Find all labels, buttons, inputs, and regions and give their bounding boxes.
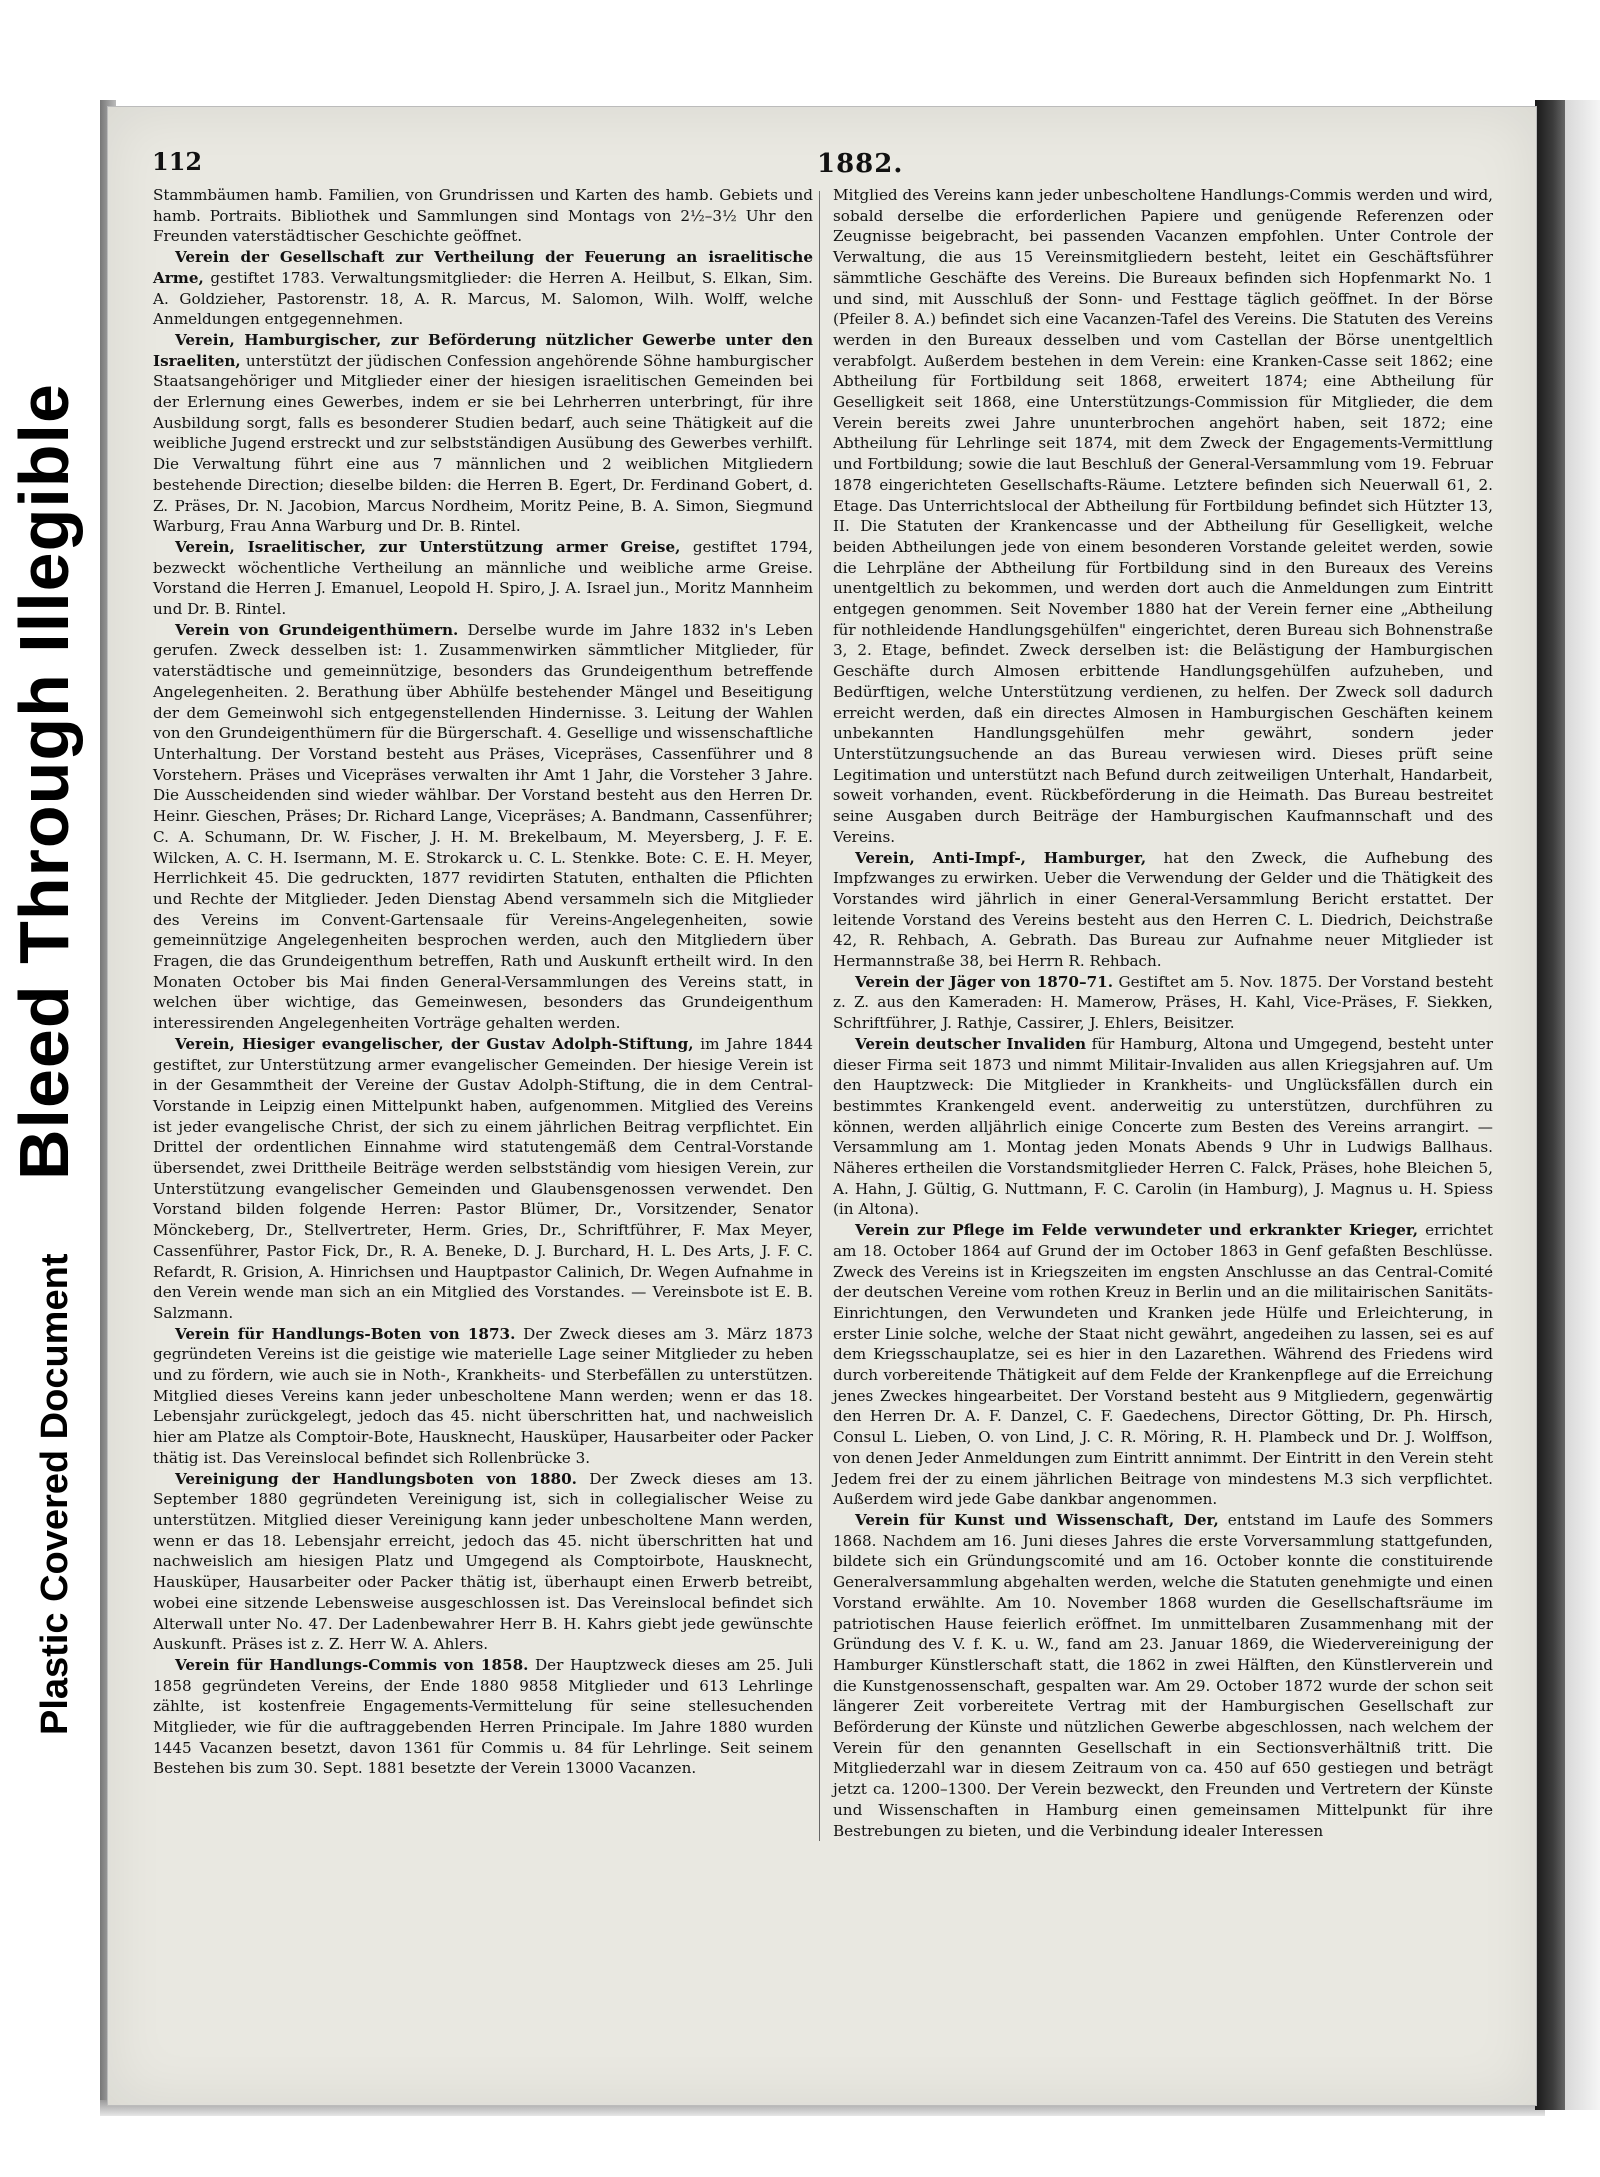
entry-heading: Verein, Hiesiger evangelischer, der Gustav Adolph-Stiftung, (175, 1034, 694, 1053)
entry-text: Der Zweck dieses am 3. März 1873 gegründeten Vereins ist die geistige wie materielle Lage seiner Mitglieder zu heben und zu fördern, wie auch sie in Noth-, Krankheits- und Sterbefällen zu unterstützen. Mitglied dieses Vereins kann jeder unbescholtene Mann werden; wenn er das 18. Lebensjahr zurückgelegt, jedoch das 45. nicht überschritten hat, und nachweislich hier am Platze als Comptoir-Bote, Hausknecht, Hausküper, Hausarbeiter oder Packer thätig ist. Das Vereinslocal befindet sich Rollenbrücke 3. (153, 1324, 813, 1467)
entry-text: errichtet am 18. October 1864 auf Grund der im October 1863 in Genf gefaßten Beschlüsse. Zweck des Vereins ist in Kriegszeiten im engsten Anschlusse an das Central-Comité der deutschen Vereine vom rothen Kreuz in Berlin und an die militairischen Sanitäts-Einrichtungen, den Verwundeten und Kranken jede Hülfe und Erleichterung, in erster Linie solche, welche der Staat nicht gewährt, angedeihen zu lassen, sei es auf dem Kriegsschauplatze, sei es hier in den Lazarethen. Während des Friedens wird durch vorbereitende Thätigkeit auf dem Felde der Krankenpflege auf die Erreichung jenes Zweckes hingearbeitet. Der Vorstand besteht aus 9 Mitgliedern, gegenwärtig den Herren Dr. A. F. Danzel, C. F. Gaedechens, Director Götting, Dr. Ph. Hirsch, Consul L. Lieben, O. von Lind, J. C. R. Möring, R. H. Plambeck und Dr. J. Wolffson, von denen Jeder Anmeldungen zum Eintritt annimmt. Der Eintritt in den Verein steht Jedem frei der zu einem jährlichen Beitrage von mindestens M.3 sich verpflichtet. Außerdem wird jede Gabe dankbar angenommen. (833, 1221, 1493, 1509)
entry-text: Mitglied des Vereins kann jeder unbescholtene Handlungs-Commis werden und wird, sobald derselbe die erforderlichen Papiere und genügende Referenzen oder Zeugnisse beigebracht, bei passenden Vacanzen empfohlen. Unter Controle der Verwaltung, die aus 15 Vereinsmitgliedern besteht, leitet ein Geschäftsführer sämmtliche Geschäfte des Vereins. Die Bureaux befinden sich Hopfenmarkt No. 1 und sind, mit Ausschluß der Sonn- und Festtage täglich geöffnet. In der Börse (Pfeiler 8. A.) befindet sich eine Vacanzen-Tafel des Vereins. Die Statuten des Vereins werden in den Bureaux desselben und vom Castellan der Börse unentgeltlich verabfolgt. Außerdem bestehen in dem Verein: eine Kranken-Casse seit 1862; eine Abtheilung für Fortbildung seit 1868, erweitert 1874; eine Abtheilung für Geselligkeit seit 1868, eine Unterstützungs-Commission für Mitglieder, die dem Verein bereits zwei Jahre ununterbrochen angehört haben, seit 1872; eine Abtheilung für Lehrlinge seit 1874, mit dem Zweck der Engagements-Vermittlung und Fortbildung; sowie die laut Beschluß der General-Versammlung vom 19. Februar 1878 eingerichteten Gesellschafts-Räume. Letztere befinden sich Neuerwall 61, 2. Etage. Das Unterrichtslocal der Abtheilung für Fortbildung befindet sich Hützter 13, II. Die Statuten der Krankencasse und der Abtheilung für Geselligkeit, welche beiden Abtheilungen jede von einem besonderen Vorstande geleitet werden, sowie die Lehrpläne der Abtheilung für Fortbildung sind in den Bureaux des Vereins unentgeltlich zu bekommen, und werden dort auch die Anmeldungen zum Eintritt entgegen genommen. Seit November 1880 hat der Verein ferner eine „Abtheilung für nothleidende Handlungsgehülfen" eingerichtet, deren Bureau sich Bohnenstraße 3, 2. Etage, befindet. Zweck derselben ist: die Belästigung der Hamburgischen Geschäfte durch Almosen erbittende Handlungsgehülfen aufzuheben, und Bedürftigen, welche Unterstützung verdienen, zu helfen. Der Zweck soll dadurch erreicht werden, daß ein directes Almosen in Hamburgischen Geschäften keinem unbekannten Handlungsgehülfen mehr gewährt, sondern jeder Unterstützungsuchende an das Bureau verwiesen wird. Dieses prüft seine Legitimation und unterstützt nach Befund durch zeitweiligen Unterhalt, Handarbeit, soweit vorhanden, event. Rückbeförderung in die Heimath. Das Bureau bestreitet seine Ausgaben durch Beiträge der Hamburgischen Kaufmannschaft und des Vereins. (833, 186, 1493, 846)
entry-paragraph (153, 247, 813, 330)
page-number: 112 (152, 147, 203, 176)
entry-paragraph (153, 537, 813, 620)
entry-paragraph (833, 1034, 1493, 1220)
entry-heading: Verein für Handlungs-Boten von 1873. (175, 1324, 516, 1343)
scanned-page (107, 106, 1537, 2106)
entry-text: entstand im Laufe des Sommers 1868. Nachdem am 16. Juni dieses Jahres die erste Vorversammlung stattgefunden, bildete sich ein Gründungscomité und am 16. October konnte die constituirende Generalversammlung abgehalten werden, welche die Statuten genehmigte und einen Vorstand erwählte. Am 10. November 1868 wurden die Gesellschaftsräume im patriotischen Hause feierlich eröffnet. Im unmittelbaren Zusammenhang mit der Gründung des V. f. K. u. W., fand am 23. Januar 1869, die Wiedervereinigung der Hamburger Künstlerschaft statt, die 1862 in zwei Hälften, den Künstlerverein und die Kunstgenossenschaft, gespalten war. Am 29. October 1872 wurde der schon seit längerer Zeit vorbereitete Vertrag mit der Hamburgischen Gesellschaft zur Beförderung der Künste und nützlichen Gewerbe abgeschlossen, nach welchem der Verein für den genannten Gesellschaft in ein Sectionsverhältniß tritt. Die Mitgliederzahl war in diesem Zeitraum von ca. 450 auf 650 gestiegen und beträgt jetzt ca. 1200–1300. Der Verein bezweckt, den Freunden und Vertretern der Künste und Wissenschaften in Hamburg einen gemeinsamen Mittelpunkt für ihre Bestrebungen zu bieten, und die Verbindung idealer Interessen (833, 1511, 1493, 1840)
entry-paragraph (153, 1034, 813, 1324)
entry-paragraph (833, 1220, 1493, 1510)
entry-text: unterstützt der jüdischen Confession angehörende Söhne hamburgischer Staatsangehöriger und Mitglieder einer der hiesigen israelitischen Gemeinden bei der Erlernung eines Gewerbes, indem er sie bei Lehrherren unterbringt, für ihre Ausbildung sorgt, falls es besonderer Studien bedarf, auch seine Thätigkeit auf die weibliche Jugend erstreckt und zur selbstständigen Ausübung des Gewerbes verhilft. Die Verwaltung führt eine aus 7 männlichen und 2 weiblichen Mitgliedern bestehende Direction; dieselbe bilden: die Herren B. Egert, Dr. Ferdinand Gobert, d. Z. Präses, Dr. N. Jacobion, Marcus Nordheim, Moritz Peine, B. A. Simon, Siegmund Warburg, Frau Anna Warburg und Dr. B. Rintel. (153, 351, 813, 536)
entry-heading: Verein der Jäger von 1870–71. (855, 972, 1113, 991)
entry-text: hat den Zweck, die Aufhebung des Impfzwanges zu erwirken. Ueber die Verwendung der Gelder und die Thätigkeit des Vorstandes wird jährlich in einer General-Versammlung Bericht erstattet. Der leitende Vorstand des Vereins besteht aus den Herren C. L. Diedrich, Deichstraße 42, R. Rehbach, A. Gebrath. Das Bureau zur Aufnahme neuer Mitglieder ist Hermannstraße 38, bei Herrn R. Rehbach. (833, 848, 1493, 971)
entry-text: Der Hauptzweck dieses am 25. Juli 1858 gegründeten Vereins, der Ende 1880 9858 Mitglieder und 613 Lehrlinge zählte, ist kostenfreie Engagements-Vermittelung für seine stellesuchenden Mitglieder, wie für die auftraggebenden Herren Principale. Im Jahre 1880 wurden 1445 Vacanzen besetzt, davon 1361 für Commis u. 84 für Lehrlinge. Seit seinem Bestehen bis zum 30. Sept. 1881 besetzte der Verein 13000 Vacanzen. (153, 1655, 813, 1778)
entry-paragraph (153, 1469, 813, 1655)
entry-heading: Verein von Grundeigenthümern. (175, 620, 459, 639)
entry-paragraph (833, 185, 1493, 848)
entry-heading: Verein für Handlungs-Commis von 1858. (175, 1655, 529, 1674)
entry-paragraph (833, 848, 1493, 972)
entry-heading: Verein zur Pflege im Felde verwundeter und erkrankter Krieger, (855, 1221, 1419, 1240)
entry-heading: Verein deutscher Invaliden (855, 1034, 1087, 1053)
left-column (153, 185, 813, 1779)
entry-heading: Verein, Hamburgischer, zur Beförderung nützlicher Gewerbe unter den Israeliten, (153, 330, 813, 370)
entry-heading: Verein, Anti-Impf-, Hamburger, (855, 848, 1147, 867)
entry-text: gestiftet 1783. Verwaltungsmitglieder: die Herren A. Heilbut, S. Elkan, Sim. A. Goldzieher, Pastorenstr. 18, A. R. Marcus, M. Salomon, Wilh. Wolff, welche Anmeldungen entgegennehmen. (153, 268, 813, 329)
column-divider (819, 191, 820, 1841)
entry-text: für Hamburg, Altona und Umgegend, besteht unter dieser Firma seit 1873 und nimmt Militair-Invaliden aus allen Kriegsjahren auf. Um den Hauptzweck: Die Mitglieder in Krankheits- und Unglücksfällen durch ein bestimmtes Krankengeld event. anderweitig zu unterstützen, durchführen zu können, werden alljährlich einige Concerte zum Besten des Vereins arrangirt. — Versammlung am 1. Montag jeden Monats Abends 9 Uhr in Ludwigs Ballhaus. Näheres ertheilen die Vorstandsmitglieder Herren C. Falck, Präses, hohe Bleichen 5, A. Hahn, J. Gültig, G. Nuttmann, F. C. Carolin (in Hamburg), J. Magnus u. H. Spiess (in Altona). (833, 1034, 1494, 1219)
entry-text: Gestiftet am 5. Nov. 1875. Der Vorstand besteht z. Z. aus den Kameraden: H. Mamerow, Präses, H. Kahl, Vice-Präses, F. Siekken, Schriftführer, J. Rathje, Cassirer, J. Ehlers, Beisitzer. (833, 972, 1493, 1033)
entry-text: gestiftet 1794, bezweckt wöchentliche Vertheilung an männliche und weibliche arme Greise. Vorstand die Herren J. Emanuel, Leopold H. Spiro, J. A. Israel jun., Moritz Mannheim und Dr. B. Rintel. (153, 537, 813, 619)
entry-paragraph (153, 1324, 813, 1469)
entry-paragraph (153, 620, 813, 1034)
entry-paragraph (153, 1655, 813, 1779)
entry-paragraph (153, 330, 813, 537)
entry-text: Der Zweck dieses am 13. September 1880 gegründeten Vereinigung ist, sich in collegialischer Weise zu unterstützen. Mitglied dieser Vereinigung kann jeder unbescholtene Mann werden, wenn er das 18. Lebensjahr erreicht, jedoch das 45. nicht überschritten hat und nachweislich am hiesigen Platz und Umgegend als Comptoirbote, Hausknecht, Hausküper, Hausarbeiter oder Packer thätig ist, überhaupt einen Erwerb betreibt, wobei eine sitzende Lebensweise ausgeschlossen ist. Das Vereinslocal befindet sich Alterwall unter No. 47. Der Ladenbewahrer Herr B. H. Kahrs giebt jede gewünschte Auskunft. Präses ist z. Z. Herr W. A. Ahlers. (153, 1469, 814, 1654)
next-page-edge (1565, 100, 1600, 2110)
entry-paragraph (833, 972, 1493, 1034)
entry-paragraph (833, 1510, 1493, 1841)
entry-heading: Verein der Gesellschaft zur Vertheilung der Feuerung an israelitische Arme, (153, 248, 813, 287)
entry-paragraph (153, 185, 813, 247)
entry-text: im Jahre 1844 gestiftet, zur Unterstützung armer evangelischer Gemeinden. Der hiesige Verein ist in der Gesammtheit der Vereine der Gustav Adolph-Stiftung, die in dem Central-Vorstande in Leipzig einen Mittelpunkt haben, aufgenommen. Mitglied des Vereins ist jeder evangelische Christ, der sich zu einem jährlichen Beitrag verpflichtet. Ein Drittel der ordentlichen Einnahme wird statutengemäß dem Central-Vorstande übersendet, zwei Drittheile Beiträge werden selbstständig vom hiesigen Verein, zur Unterstützung evangelischer Gemeinden und Glaubensgenossen verwendet. Den Vorstand bilden folgende Herren: Pastor Blümer, Dr., Vorsitzender, Senator Mönckeberg, Dr., Stellvertreter, Herm. Gries, Dr., Schriftführer, F. Max Meyer, Cassenführer, Pastor Fick, Dr., R. A. Beneke, D. J. Burchard, H. L. Des Arts, J. F. C. Refardt, R. Grision, A. Hinrichsen und Hauptpastor Calinich, Dr. Wegen Aufnahme in den Verein wende man sich an ein Mitglied des Vorstandes. — Vereinsbote ist E. B. Salzmann. (153, 1034, 813, 1322)
page-year: 1882. (817, 149, 904, 179)
bleed-through-label: Bleed Through Illegible (5, 383, 83, 1180)
book-spine (1535, 100, 1565, 2110)
page-header (152, 147, 1492, 187)
entry-heading: Vereinigung der Handlungsboten von 1880. (175, 1469, 577, 1488)
right-column (833, 185, 1493, 1841)
plastic-covered-label: Plastic Covered Document (34, 1253, 76, 1735)
entry-text: Stammbäumen hamb. Familien, von Grundrissen und Karten des hamb. Gebiets und hamb. Portraits. Bibliothek und Sammlungen sind Montags von 2½–3½ Uhr den Freunden vaterstädtischer Geschichte geöffnet. (153, 186, 813, 246)
entry-heading: Verein für Kunst und Wissenschaft, Der, (855, 1511, 1219, 1529)
entry-text: Derselbe wurde im Jahre 1832 in's Leben gerufen. Zweck desselben ist: 1. Zusammenwirken sämmtlicher Mitglieder, für vaterstädtische und gemeinnützige, besonders das Grundeigenthum betreffende Angelegenheiten. 2. Berathung über Abhülfe bestehender Mängel und Beseitigung der dem Gemeinwohl sich entgegenstellenden Hindernisse. 3. Leitung der Wahlen von den Grundeigenthümern für die Bürgerschaft. 4. Gesellige und wissenschaftliche Unterhaltung. Der Vorstand besteht aus Präses, Vicepräses, Cassenführer und 8 Vorstehern. Präses und Vicepräses verwalten ihr Amt 1 Jahr, die Vorsteher 3 Jahre. Die Ausscheidenden sind wieder wählbar. Der Vorstand besteht aus den Herren Dr. Heinr. Gieschen, Präses; Dr. Richard Lange, Vicepräses; A. Bandmann, Cassenführer; C. A. Schumann, Dr. W. Fischer, J. H. M. Brekelbaum, M. Meyersberg, J. F. E. Wilcken, A. C. H. Isermann, M. E. Strokarck u. C. L. Stenkke. Bote: C. E. H. Meyer, Herrlichkeit 45. Die gedruckten, 1877 revidirten Statuten, enthalten die Pflichten und Rechte der Mitglieder. Jeden Dienstag Abend versammeln sich die Mitglieder des Vereins im Convent-Gartensaale für Vereins-Angelegenheiten, sowie gemeinnützige Angelegenheiten besprochen werden, auch den Mitgliedern über Fragen, die das Grundeigenthum betreffen, Rath und Auskunft ertheilt wird. In den Monaten October bis Mai finden General-Versammlungen des Vereins statt, in welchen über wichtige, das Gemeinwesen, besonders das Grundeigenthum interessirenden Angelegenheiten Vorträge gehalten werden. (153, 620, 814, 1033)
entry-heading: Verein, Israelitischer, zur Unterstützung armer Greise, (175, 537, 681, 556)
